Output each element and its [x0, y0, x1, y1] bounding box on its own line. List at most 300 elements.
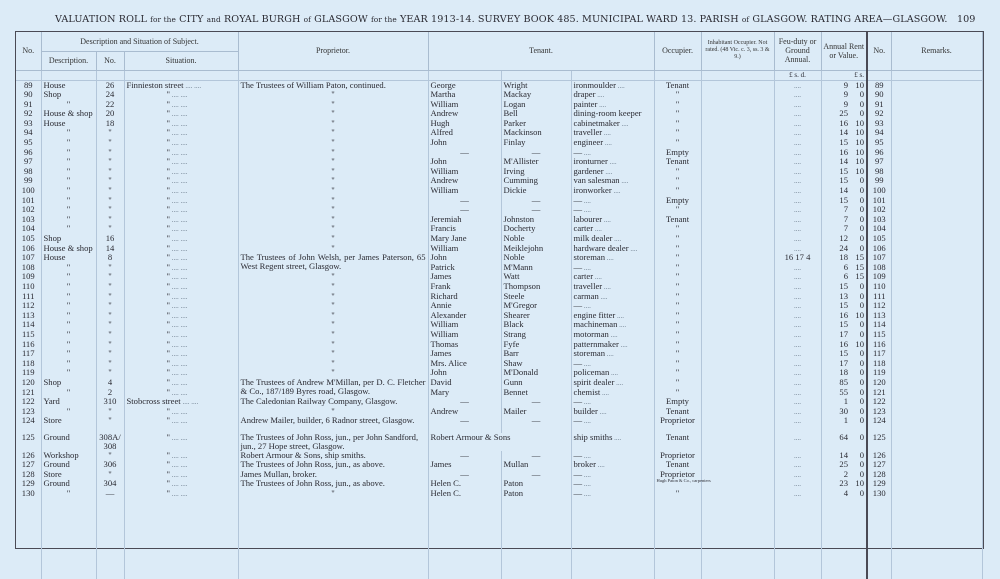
entry-no-right: 125	[867, 433, 891, 450]
rent-shillings: 0	[859, 175, 864, 186]
leader-dots: ....	[794, 461, 801, 470]
title-part: ROYAL BURGH	[223, 14, 301, 25]
rent-shillings: 0	[859, 213, 864, 224]
tenant-surname: Dickie	[501, 186, 571, 196]
tenant-occupation: —	[573, 146, 583, 157]
remarks	[891, 397, 982, 407]
tenant-surname: Gunn	[501, 378, 571, 388]
entry-no-right: 116	[867, 340, 891, 350]
rent-pounds: 15	[839, 348, 848, 359]
tenant-first-name: —	[428, 451, 501, 461]
feu-duty	[774, 433, 821, 450]
tenant-surname: Black	[501, 320, 571, 330]
remarks	[891, 90, 982, 100]
tenant-first-name: William	[428, 186, 501, 196]
inhabitant-occupier	[701, 234, 774, 244]
page-number: 109	[957, 14, 976, 25]
rent-shillings: 0	[859, 194, 864, 205]
rent-shillings: 10	[855, 338, 864, 349]
leader-dots: ....	[178, 451, 188, 460]
occupier: "	[654, 263, 701, 273]
leader-dots: ....	[794, 187, 801, 196]
street-number: "	[96, 167, 124, 177]
street-number: "	[96, 470, 124, 480]
street-number: "	[96, 263, 124, 273]
feu-duty	[774, 301, 821, 311]
proprietor-cell	[238, 489, 428, 499]
remarks	[891, 100, 982, 110]
proprietor: The Trustees of John Ross, jun., as above.	[240, 478, 385, 489]
feu-duty	[774, 292, 821, 302]
remarks	[891, 119, 982, 129]
table-row	[16, 489, 982, 499]
entry-no: 95	[16, 138, 41, 148]
description: "	[41, 138, 96, 148]
col-tenant: Tenant.	[428, 32, 654, 70]
leader-dots: ....	[612, 235, 622, 243]
tenant-surname: M'Allister	[501, 157, 571, 167]
occupier: "	[654, 244, 701, 254]
leader-dots: ....	[170, 225, 179, 234]
title-part: for the	[150, 15, 177, 24]
entry-no-right: 117	[867, 349, 891, 359]
entry-no: 105	[16, 234, 41, 244]
situation: "	[166, 468, 171, 479]
tenant-occupation: —	[573, 468, 583, 479]
col-no-right: No.	[867, 32, 891, 70]
rent-shillings: 10	[855, 117, 864, 128]
tenant-occupation: —	[573, 449, 583, 460]
tenant-first-name: —	[428, 416, 501, 433]
inhabitant-occupier	[701, 205, 774, 215]
street-number: "	[96, 128, 124, 138]
description: "	[41, 263, 96, 273]
tenant-occupation-cell	[571, 470, 654, 480]
proprietor: "	[331, 117, 335, 128]
rent-pounds: 17	[839, 357, 848, 368]
entry-no-right: 129	[867, 479, 891, 489]
situation: "	[166, 357, 171, 368]
description: "	[41, 311, 96, 321]
rent-pounds: 25	[839, 459, 848, 470]
street-number: 20	[96, 109, 124, 119]
feu-duty	[774, 148, 821, 158]
occupier: "	[654, 234, 701, 244]
leader-dots: ....	[178, 206, 188, 215]
entry-no-right: 102	[867, 205, 891, 215]
tenant-surname: Mullan	[501, 460, 571, 470]
col-description: Description.	[41, 51, 96, 70]
street-number: "	[96, 215, 124, 225]
tenant-first-name: John	[428, 253, 501, 263]
leader-dots: ....	[178, 417, 188, 426]
occupier: "	[654, 388, 701, 398]
rent-shillings: 10	[855, 156, 864, 167]
leader-dots: ....	[170, 480, 179, 489]
leader-dots: ....	[618, 340, 628, 349]
leader-dots: ....	[794, 139, 801, 148]
leader-dots: ....	[794, 302, 801, 311]
description: Store	[41, 470, 96, 480]
tenant-occupation-cell	[571, 479, 654, 489]
situation: "	[166, 459, 171, 470]
leader-dots: ....	[170, 369, 179, 378]
street-number: 22	[96, 100, 124, 110]
description: Yard	[41, 397, 96, 407]
col-proprietor: Proprietor.	[238, 32, 428, 70]
proprietor: "	[331, 348, 335, 359]
tenant-occupation: carman	[573, 290, 599, 301]
tenant-surname: Meiklejohn	[501, 244, 571, 254]
entry-no: 122	[16, 397, 41, 407]
tenant-first-name: —	[428, 196, 501, 206]
leader-dots: ....	[170, 263, 179, 272]
situation: "	[166, 89, 171, 100]
entry-no-right: 122	[867, 397, 891, 407]
entry-no: 129	[16, 479, 41, 489]
table-row	[16, 433, 982, 450]
tenant-occupation: spirit dealer	[573, 376, 615, 387]
leader-dots: ....	[170, 273, 179, 282]
occupier: "	[654, 378, 701, 388]
rent-pounds: 7	[843, 204, 848, 215]
tenant-surname: Bennet	[501, 388, 571, 398]
entry-no: 103	[16, 215, 41, 225]
tenant-surname: Mailer	[501, 407, 571, 417]
proprietor: "	[331, 165, 335, 176]
description: "	[41, 205, 96, 215]
rent-pounds: 15	[839, 300, 848, 311]
situation: "	[166, 194, 171, 205]
occupier: "	[654, 349, 701, 359]
annual-rent	[821, 433, 867, 450]
title-part: GLASGOW. RATING AREA—GLASGOW.	[752, 14, 948, 25]
leader-dots: ....	[170, 110, 179, 119]
leader-dots: ....	[178, 340, 188, 349]
remarks	[891, 224, 982, 234]
tenant-first-name: Thomas	[428, 340, 501, 350]
tenant-first-name: John	[428, 157, 501, 167]
description: Store	[41, 416, 96, 433]
remarks	[891, 148, 982, 158]
feu-duty	[774, 282, 821, 292]
leader-dots: ....	[178, 91, 188, 100]
tenant-name: Robert Armour & Sons	[428, 433, 571, 450]
occupier: "	[654, 272, 701, 282]
description: "	[41, 148, 96, 158]
inhabitant-occupier	[701, 109, 774, 119]
tenant-surname: Paton	[501, 489, 571, 499]
street-number: "	[96, 196, 124, 206]
feu-duty	[774, 451, 821, 461]
entry-no-right: 99	[867, 176, 891, 186]
tenant-surname: Noble	[501, 253, 571, 263]
leader-dots: ....	[178, 254, 188, 263]
inhabitant-occupier	[701, 253, 774, 263]
leader-dots: ....	[170, 158, 179, 167]
inhabitant-occupier	[701, 196, 774, 206]
description: Ground	[41, 479, 96, 489]
leader-dots: ....	[170, 187, 179, 196]
tenant-first-name: —	[428, 470, 501, 480]
tenant-occupation-cell	[571, 489, 654, 499]
entry-no: 115	[16, 330, 41, 340]
tenant-occupation: painter	[573, 98, 598, 109]
street-number: "	[96, 282, 124, 292]
leader-dots: ....	[178, 378, 188, 387]
occupier: Proprietor	[654, 416, 701, 433]
rent-shillings: 0	[859, 280, 864, 291]
tenant-occupation: carter	[573, 223, 594, 234]
tenant-surname: M'Donald	[501, 368, 571, 378]
rent-pounds: 15	[839, 137, 848, 148]
leader-dots: ....	[794, 282, 801, 291]
leader-dots: ....	[794, 215, 801, 224]
feu-duty	[774, 489, 821, 499]
entry-no-right: 109	[867, 272, 891, 282]
entry-no-right: 97	[867, 157, 891, 167]
leader-dots: ....	[178, 282, 188, 291]
occupier: "	[654, 109, 701, 119]
remarks	[891, 109, 982, 119]
tenant-first-name: Mrs. Alice	[428, 359, 501, 369]
inhabitant-occupier	[701, 176, 774, 186]
remarks	[891, 460, 982, 470]
leader-dots: ....	[794, 407, 801, 416]
col-num: No.	[96, 51, 124, 70]
col-situation: Situation.	[124, 51, 238, 70]
tenant-surname: Cumming	[501, 176, 571, 186]
leader-dots: ....	[794, 119, 801, 128]
proprietor: James Mullan, broker.	[240, 468, 317, 479]
description: "	[41, 167, 96, 177]
entry-no-right: 98	[867, 167, 891, 177]
entry-no: 121	[16, 388, 41, 398]
proprietor: "	[331, 213, 335, 224]
remarks	[891, 128, 982, 138]
leader-dots: ....	[794, 378, 801, 387]
leader-dots: ....	[794, 340, 801, 349]
street-number: "	[96, 349, 124, 359]
remarks	[891, 489, 982, 499]
proprietor: "	[331, 405, 335, 416]
tenant-first-name: Annie	[428, 301, 501, 311]
occupier: Tenant	[654, 157, 701, 167]
street-number: "	[96, 138, 124, 148]
description: "	[41, 215, 96, 225]
situation: "	[166, 127, 171, 138]
street-number: "	[96, 311, 124, 321]
situation: "	[166, 242, 171, 253]
description: "	[41, 224, 96, 234]
rent-shillings: 0	[859, 357, 864, 368]
occupier: Empty	[654, 397, 701, 407]
rent-pounds: 15	[839, 194, 848, 205]
inhabitant-occupier	[701, 272, 774, 282]
feu-duty	[774, 272, 821, 282]
annual-rent	[821, 416, 867, 433]
tenant-occupation: ship smiths	[573, 432, 613, 443]
leader-dots: ....	[582, 148, 591, 157]
tenant-occupation-cell	[571, 349, 654, 359]
tenant-first-name: Jeremiah	[428, 215, 501, 225]
feu-duty	[774, 368, 821, 378]
col-group-description: Description and Situation of Subject.	[41, 32, 238, 51]
tenant-first-name: Mary	[428, 388, 501, 398]
street-number: 4	[96, 378, 124, 388]
rent-pounds: 16	[839, 338, 848, 349]
leader-dots: ....	[582, 302, 591, 311]
rent-pounds: 30	[839, 405, 848, 416]
occupier: "	[654, 128, 701, 138]
remarks	[891, 253, 982, 263]
street-number: 304	[96, 479, 124, 489]
rent-shillings: 0	[859, 386, 864, 397]
leader-dots: ....	[619, 119, 629, 128]
rent-shillings: 0	[859, 98, 864, 109]
inhabitant-occupier	[701, 90, 774, 100]
occupier: "	[654, 90, 701, 100]
remarks	[891, 244, 982, 254]
feu-duty	[774, 320, 821, 330]
inhabitant-occupier	[701, 349, 774, 359]
tenant-occupation-cell	[571, 186, 654, 196]
tenant-occupation: traveller	[573, 127, 603, 138]
rent-shillings: 0	[859, 290, 864, 301]
rent-pounds: 25	[839, 108, 848, 119]
inhabitant-occupier	[701, 138, 774, 148]
leader-dots: ....	[615, 81, 625, 90]
proprietor: Robert Armour & Sons, ship smiths.	[240, 449, 366, 460]
remarks	[891, 330, 982, 340]
entry-no: 111	[16, 292, 41, 302]
situation: "	[166, 367, 171, 378]
leader-dots: ....	[619, 177, 629, 186]
tenant-first-name: James	[428, 349, 501, 359]
leader-dots: ....	[178, 100, 188, 109]
street-number: 26	[96, 80, 124, 90]
leader-dots: ....	[178, 167, 188, 176]
inhabitant-occupier	[701, 100, 774, 110]
tenant-first-name: Frank	[428, 282, 501, 292]
leader-dots: ....	[605, 350, 614, 359]
title-part: of	[303, 15, 312, 24]
entry-no: 125	[16, 433, 41, 450]
inhabitant-occupier	[701, 224, 774, 234]
situation: "	[166, 290, 171, 301]
leader-dots: ....	[615, 311, 625, 320]
feu-duty	[774, 186, 821, 196]
tenant-occupation: engineer	[573, 137, 604, 148]
entry-no: 114	[16, 320, 41, 330]
tenant-first-name: Alfred	[428, 128, 501, 138]
tenant-occupation: —	[573, 488, 583, 499]
rent-shillings: 0	[859, 396, 864, 407]
occupier: "	[654, 292, 701, 302]
feu-duty	[774, 388, 821, 398]
description: "	[41, 320, 96, 330]
entry-no: 119	[16, 368, 41, 378]
leader-dots: ....	[189, 398, 199, 407]
leader-dots: ....	[593, 225, 602, 234]
leader-dots: ....	[582, 206, 591, 215]
rent-pounds: 7	[843, 213, 848, 224]
remarks	[891, 416, 982, 433]
remarks	[891, 282, 982, 292]
description: "	[41, 157, 96, 167]
leader-dots: ....	[170, 490, 179, 499]
occupier: Empty	[654, 148, 701, 158]
leader-dots: ....	[178, 235, 188, 243]
leader-dots: ....	[794, 196, 801, 205]
proprietor: "	[331, 367, 335, 378]
tenant-occupation: milk dealer	[573, 233, 613, 243]
rent-shillings: 0	[859, 242, 864, 253]
valuation-roll-table	[15, 31, 984, 549]
tenant-first-name: Richard	[428, 292, 501, 302]
rent-shillings: 15	[855, 271, 864, 282]
description: Shop	[41, 234, 96, 244]
remarks	[891, 186, 982, 196]
proprietor: "	[331, 242, 335, 253]
leader-dots: ....	[178, 407, 188, 416]
entry-no-right: 113	[867, 311, 891, 321]
rent-shillings: 0	[859, 223, 864, 234]
street-number: "	[96, 205, 124, 215]
leader-dots: ....	[794, 480, 801, 489]
rent-shillings: 0	[859, 459, 864, 470]
tenant-occupation-cell	[571, 253, 654, 263]
tenant-surname: —	[501, 205, 571, 215]
leader-dots: ....	[170, 167, 179, 176]
tenant-surname: Steele	[501, 292, 571, 302]
proprietor: Andrew Mailer, builder, 6 Radnor street, Glasgow.	[240, 415, 415, 426]
occupier: "	[654, 320, 701, 330]
situation: "	[166, 213, 171, 224]
tenant-first-name: —	[428, 205, 501, 215]
street-number: "	[96, 368, 124, 378]
entry-no-right: 130	[867, 489, 891, 499]
occupier: "	[654, 186, 701, 196]
leader-dots: ....	[178, 369, 188, 378]
rent-pounds: 1	[843, 415, 848, 426]
situation: "	[166, 137, 171, 148]
feu-duty	[774, 119, 821, 129]
entry-no: 100	[16, 186, 41, 196]
situation: "	[166, 252, 171, 263]
proprietor: "	[331, 357, 335, 368]
leader-dots: ....	[178, 330, 188, 339]
tenant-first-name: Alexander	[428, 311, 501, 321]
leader-dots: ....	[794, 91, 801, 100]
leader-dots: ....	[593, 273, 602, 282]
street-number: "	[96, 451, 124, 461]
rent-pounds: 15	[839, 319, 848, 330]
leader-dots: ....	[600, 388, 609, 397]
proprietor: The Trustees of John Ross, jun., as above.	[240, 459, 385, 470]
feu-duty	[774, 100, 821, 110]
proprietor: "	[331, 328, 335, 339]
leader-dots: ....	[794, 158, 801, 167]
occupier: "	[654, 224, 701, 234]
leader-dots: ....	[178, 119, 188, 128]
proprietor: "	[331, 280, 335, 291]
entry-no: 94	[16, 128, 41, 138]
occupier: "	[654, 301, 701, 311]
description: "	[41, 196, 96, 206]
inhabitant-occupier	[701, 368, 774, 378]
leader-dots: ....	[607, 158, 617, 167]
